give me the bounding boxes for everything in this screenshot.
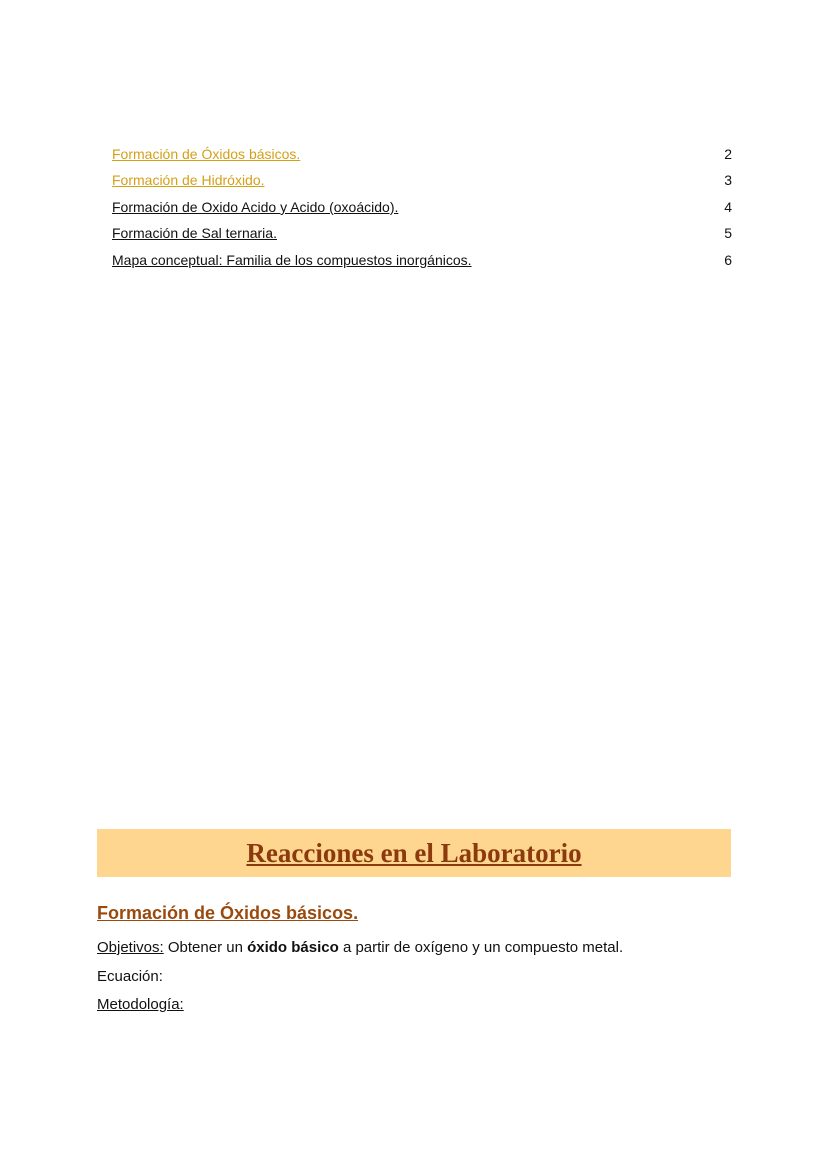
section-heading: Formación de Óxidos básicos.: [97, 903, 359, 923]
objetivos-bold-term: óxido básico: [247, 939, 339, 956]
toc-entry[interactable]: [112, 146, 732, 172]
toc-page-number: 3: [724, 172, 732, 189]
title-banner: [97, 829, 731, 877]
ecuacion-label: Ecuación:: [97, 967, 163, 985]
objetivos-text-post: a partir de oxígeno y un compuesto metal.: [338, 939, 624, 956]
toc-entry[interactable]: [112, 225, 732, 251]
toc-page-number: 2: [724, 146, 732, 162]
toc-link-hidroxido[interactable]: Formación de Hidróxido.: [112, 172, 265, 189]
toc-link-oxidos-basicos[interactable]: Formación de Óxidos básicos.: [112, 146, 301, 162]
toc-page-number: 5: [724, 225, 732, 242]
objetivos-paragraph: [97, 934, 737, 963]
toc-link-oxido-acido[interactable]: Formación de Oxido Acido y Acido (oxoácido).: [112, 198, 399, 215]
document-title: Reacciones en el Laboratorio: [246, 837, 582, 868]
objetivos-text-pre: Obtener un: [163, 939, 248, 956]
toc-link-sal-ternaria[interactable]: Formación de Sal ternaria.: [112, 225, 277, 242]
toc-entry[interactable]: [112, 172, 732, 198]
toc-page-number: 6: [724, 251, 732, 268]
toc-page-number: 4: [724, 198, 732, 215]
toc-link-mapa-conceptual[interactable]: Mapa conceptual: Familia de los compuestos inorgánicos.: [112, 251, 472, 268]
section-oxidos-basicos: [97, 900, 737, 1020]
table-of-contents: [112, 146, 732, 278]
metodologia-label: Metodología:: [97, 996, 184, 1013]
objetivos-label: Objetivos:: [97, 939, 164, 956]
toc-entry[interactable]: [112, 199, 732, 225]
toc-entry[interactable]: [112, 252, 732, 278]
